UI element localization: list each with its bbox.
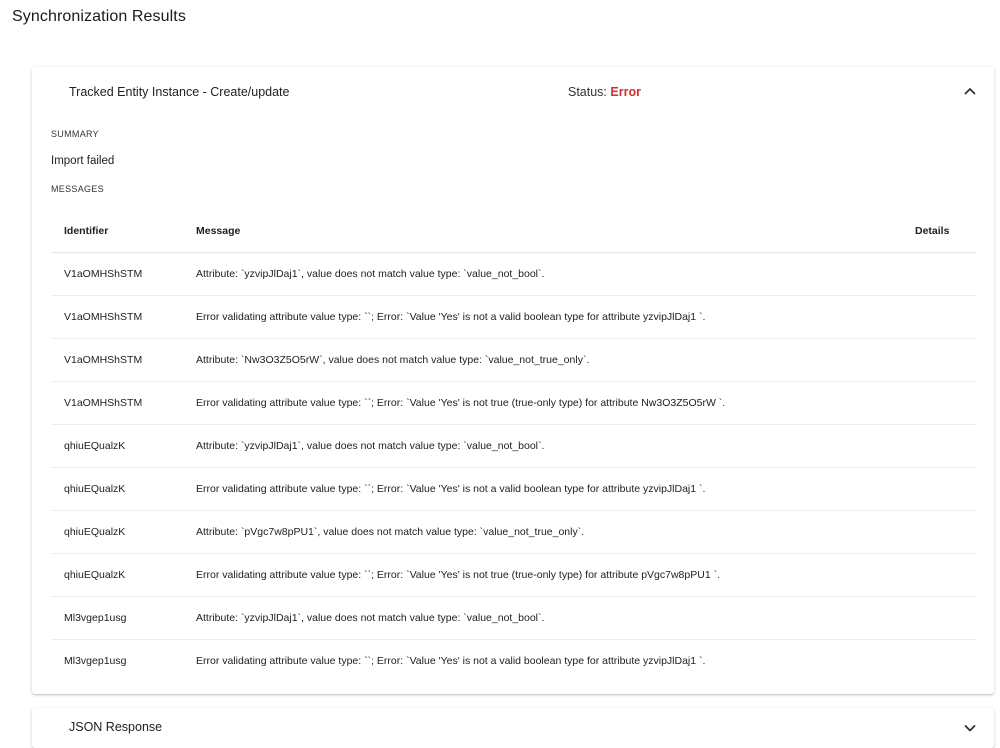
- panel-title: JSON Response: [69, 720, 163, 734]
- identifier-cell: V1aOMHShSTM: [51, 382, 196, 425]
- message-cell: Error validating attribute value type: ``; Error: `Value 'Yes' is not a valid boolean type for attribute yzvipJlDaj1 `.: [196, 655, 706, 667]
- summary-label: SUMMARY: [51, 129, 99, 139]
- column-header-message: Message: [196, 210, 915, 253]
- table-row: [51, 640, 977, 683]
- json-response-panel: [32, 708, 994, 748]
- sync-result-panel: [32, 67, 994, 694]
- chevron-down-icon[interactable]: [962, 720, 978, 736]
- summary-text: Import failed: [51, 155, 115, 167]
- message-cell: Attribute: `pVgc7w8pPU1`, value does not match value type: `value_not_true_only`.: [196, 511, 915, 554]
- table-row: [51, 597, 977, 640]
- details-cell: [915, 468, 977, 511]
- table-header-row: [51, 210, 977, 253]
- identifier-cell: qhiuEQualzK: [51, 425, 196, 468]
- identifier-cell: qhiuEQualzK: [51, 554, 196, 597]
- message-cell: Error validating attribute value type: ``; Error: `Value 'Yes' is not true (true-only type) for attribute pVgc7w8pPU1 `.: [196, 554, 915, 597]
- table-row: [51, 511, 977, 554]
- table-row: [51, 296, 977, 339]
- identifier-cell: V1aOMHShSTM: [51, 339, 196, 382]
- details-cell: [915, 640, 977, 683]
- identifier-cell: qhiuEQualzK: [51, 511, 196, 554]
- status-value: Error: [610, 85, 641, 99]
- details-cell: [915, 554, 977, 597]
- column-header-identifier: Identifier: [51, 210, 196, 253]
- table-row: [51, 425, 977, 468]
- table-row: [51, 382, 977, 425]
- details-cell: [915, 425, 977, 468]
- message-cell: Error validating attribute value type: ``; Error: `Value 'Yes' is not a valid boolean type for attribute yzvipJlDaj1 `.: [196, 468, 915, 511]
- json-response-panel-header[interactable]: [32, 708, 994, 748]
- details-cell: [915, 339, 977, 382]
- identifier-cell: V1aOMHShSTM: [51, 296, 196, 339]
- message-cell: Attribute: `yzvipJlDaj1`, value does not match value type: `value_not_bool`.: [196, 253, 915, 296]
- message-cell: Error validating attribute value type: ``; Error: `Value 'Yes' is not true (true-only type) for attribute Nw3O3Z5O5rW `.: [196, 382, 915, 425]
- chevron-up-icon[interactable]: [962, 83, 978, 99]
- details-cell: [915, 511, 977, 554]
- message-cell: Error validating attribute value type: ``; Error: `Value 'Yes' is not a valid boolean type for attribute yzvipJlDaj1 `.: [196, 296, 915, 339]
- identifier-cell: Ml3vgep1usg: [64, 655, 127, 667]
- table-row: [51, 554, 977, 597]
- identifier-cell: Ml3vgep1usg: [51, 597, 196, 640]
- table-row: [51, 468, 977, 511]
- status-label: Status:: [568, 85, 607, 99]
- messages-table: [51, 210, 977, 682]
- messages-label: MESSAGES: [51, 184, 104, 194]
- details-cell: [915, 296, 977, 339]
- status-indicator: [568, 85, 641, 99]
- panel-title: Tracked Entity Instance - Create/update: [69, 85, 290, 99]
- identifier-cell: V1aOMHShSTM: [51, 253, 196, 296]
- page-title: Synchronization Results: [12, 8, 186, 25]
- identifier-cell: qhiuEQualzK: [51, 468, 196, 511]
- column-header-details: Details: [915, 210, 977, 253]
- message-cell: Attribute: `yzvipJlDaj1`, value does not match value type: `value_not_bool`.: [196, 597, 915, 640]
- message-cell: Attribute: `Nw3O3Z5O5rW`, value does not match value type: `value_not_true_only`.: [196, 339, 915, 382]
- message-cell: Attribute: `yzvipJlDaj1`, value does not match value type: `value_not_bool`.: [196, 425, 915, 468]
- table-row: [51, 339, 977, 382]
- details-cell: [915, 382, 977, 425]
- table-row: [51, 253, 977, 296]
- details-cell: [915, 253, 977, 296]
- details-cell: [915, 597, 977, 640]
- sync-result-panel-header[interactable]: [32, 67, 994, 117]
